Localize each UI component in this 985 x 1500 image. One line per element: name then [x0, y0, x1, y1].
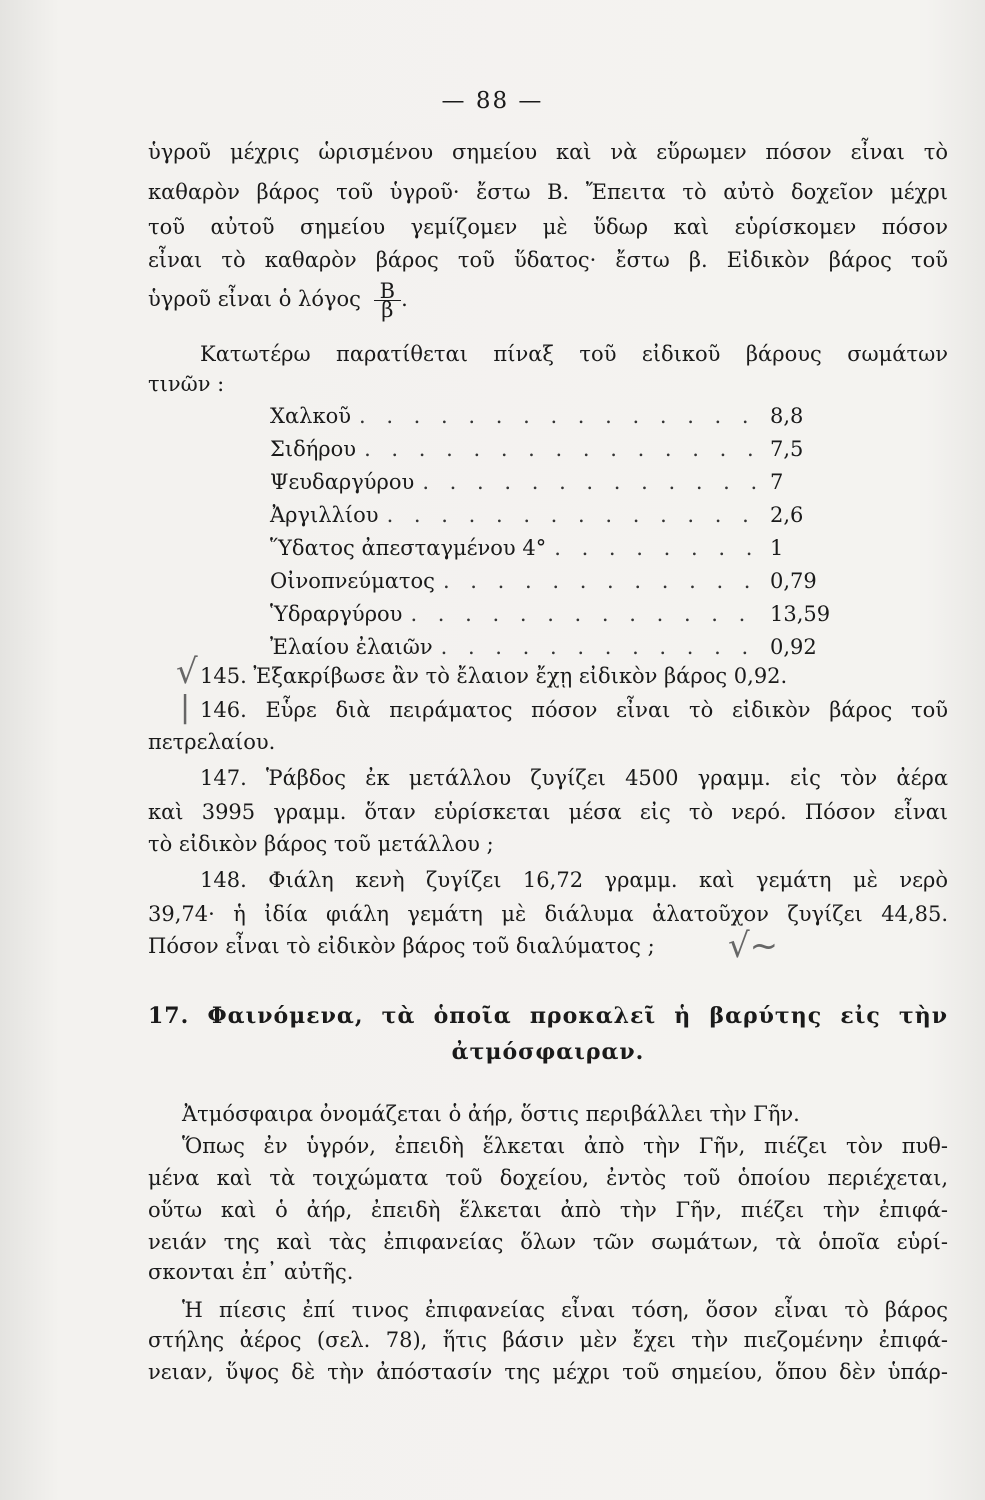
text-line: τοῦ αὐτοῦ σημείου γεμίζομεν μὲ ὕδωρ καὶ εὑρίσκομεν πόσον [148, 215, 948, 239]
table-row [270, 499, 840, 532]
ratio-denominator: β [381, 298, 394, 322]
leader-dots [359, 400, 762, 433]
specific-gravity-value: 8,8 [770, 404, 804, 428]
substance-name: Σιδήρου [270, 437, 357, 461]
substance-name: Ὑδραργύρου [270, 602, 403, 626]
exercise-145: 145. Ἐξακρίβωσε ἂν τὸ ἔλαιον ἔχῃ εἰδικὸν βάρος 0,92. [200, 664, 788, 688]
text-line: εἶναι τὸ καθαρὸν βάρος τοῦ ὕδατος· ἔστω β. Εἰδικὸν βάρος τοῦ [148, 248, 948, 272]
leader-dots [387, 499, 762, 532]
specific-gravity-value: 7 [770, 470, 784, 494]
substance-name: Ἐλαίου ἐλαιῶν [270, 635, 433, 659]
specific-gravity-value: 0,92 [770, 635, 817, 659]
table-row [270, 466, 840, 499]
substance-name: Χαλκοῦ [270, 404, 351, 428]
pencil-check-mark: √ [176, 652, 198, 692]
leader-dots [364, 433, 762, 466]
exercise-147-cont: τὸ εἰδικὸν βάρος τοῦ μετάλλου ; [148, 832, 494, 856]
substance-name: Ἀργιλλίου [270, 503, 379, 527]
text-line: στήλης ἀέρος (σελ. 78), ἥτις βάσιν μὲν ἔχει τὴν πιεζομένην ἐπιφά- [148, 1328, 948, 1352]
ratio-suffix: . [401, 287, 408, 311]
section-heading-cont: ἀτμόσφαιραν. [451, 1039, 645, 1065]
leader-dots [441, 631, 762, 664]
exercise-147-cont: καὶ 3995 γραμμ. ὅταν εὑρίσκεται μέσα εἰς τὸ νερό. Πόσον εἶναι [148, 800, 948, 824]
text-line: καθαρὸν βάρος τοῦ ὑγροῦ· ἔστω Β. Ἔπειτα τὸ αὐτὸ δοχεῖον μέχρι [148, 180, 948, 204]
text-line: Ἡ πίεσις ἐπί τινος ἐπιφανείας εἶναι τόση, ὅσον εἶναι τὸ βάρος [182, 1298, 948, 1322]
table-intro-line: τινῶν : [148, 372, 225, 396]
table-row [270, 400, 840, 433]
pencil-scribble-mark: √~ [728, 926, 779, 966]
table-row [270, 631, 840, 664]
text-line: σκονται ἐπ᾿ αὐτῆς. [148, 1260, 354, 1284]
leader-dots [422, 466, 762, 499]
table-row [270, 433, 840, 466]
exercise-147: 147. Ῥάβδος ἐκ μετάλλου ζυγίζει 4500 γραμμ. εἰς τὸν ἀέρα [200, 766, 948, 790]
specific-gravity-value: 1 [770, 536, 784, 560]
ratio-line-text: ὑγροῦ εἶναι ὁ λόγος [148, 287, 361, 311]
table-row [270, 565, 840, 598]
exercise-148: 148. Φιάλη κενὴ ζυγίζει 16,72 γραμμ. καὶ γεμάτη μὲ νερὸ [200, 868, 948, 892]
text-line: Ὅπως ἐν ὑγρόν, ἐπειδὴ ἕλκεται ἀπὸ τὴν Γῆν, πιέζει τὸν πυθ- [182, 1134, 948, 1158]
exercise-148-cont: Πόσον εἶναι τὸ εἰδικὸν βάρος τοῦ διαλύματος ; [148, 934, 655, 958]
text-line: οὕτω καὶ ὁ ἀήρ, ἐπειδὴ ἕλκεται ἀπὸ τὴν Γῆν, πιέζει τὴν ἐπιφά- [148, 1198, 948, 1222]
substance-name: Ὕδατος ἀπεσταγμένου 4° [270, 536, 547, 560]
text-line: μένα καὶ τὰ τοιχώματα τοῦ δοχείου, ἐντὸς τοῦ ὁποίου περιέχεται, [148, 1166, 948, 1190]
leader-dots [443, 565, 762, 598]
text-line: ὑγροῦ μέχρις ὡρισμένου σημείου καὶ νὰ εὕρωμεν πόσον εἶναι τὸ [148, 140, 948, 164]
leader-dots [410, 598, 762, 631]
text-line: νειάν της καὶ τὰς ἐπιφανείας ὅλων τῶν σωμάτων, τὰ ὁποῖα εὑρί- [148, 1230, 948, 1254]
ratio-line [148, 279, 948, 322]
substance-name: Οἰνοπνεύματος [270, 569, 435, 593]
exercise-146: 146. Εὗρε διὰ πειράματος πόσον εἶναι τὸ εἰδικὸν βάρος τοῦ [200, 698, 948, 722]
page-number: — 88 — [441, 88, 544, 114]
exercise-148-cont: 39,74· ἡ ἰδία φιάλη γεμάτη μὲ διάλυμα ἁλατοῦχον ζυγίζει 44,85. [148, 902, 948, 926]
table-row [270, 532, 840, 565]
section-heading: 17. Φαινόμενα, τὰ ὁποῖα προκαλεῖ ἡ βαρύτης εἰς τὴν [148, 1003, 948, 1029]
specific-gravity-table [270, 400, 840, 664]
table-intro-line: Κατωτέρω παρατίθεται πίναξ τοῦ εἰδικοῦ βάρους σωμάτων [200, 342, 948, 366]
specific-gravity-value: 7,5 [770, 437, 804, 461]
substance-name: Ψευδαργύρου [270, 470, 415, 494]
text-line: Ἀτμόσφαιρα ὀνομάζεται ὁ ἀήρ, ὅστις περιβάλλει τὴν Γῆν. [182, 1102, 800, 1126]
leader-dots [554, 532, 762, 565]
ratio-numerator: Β [374, 282, 401, 301]
specific-gravity-value: 0,79 [770, 569, 817, 593]
ratio-fraction [374, 279, 401, 322]
table-row [270, 598, 840, 631]
exercise-146-cont: πετρελαίου. [148, 730, 276, 754]
specific-gravity-value: 13,59 [770, 602, 831, 626]
specific-gravity-value: 2,6 [770, 503, 804, 527]
pencil-stroke-mark: | [180, 690, 191, 725]
text-line: νειαν, ὕψος δὲ τὴν ἀπόστασίν της μέχρι τοῦ σημείου, ὅπου δὲν ὑπάρ- [148, 1360, 948, 1384]
